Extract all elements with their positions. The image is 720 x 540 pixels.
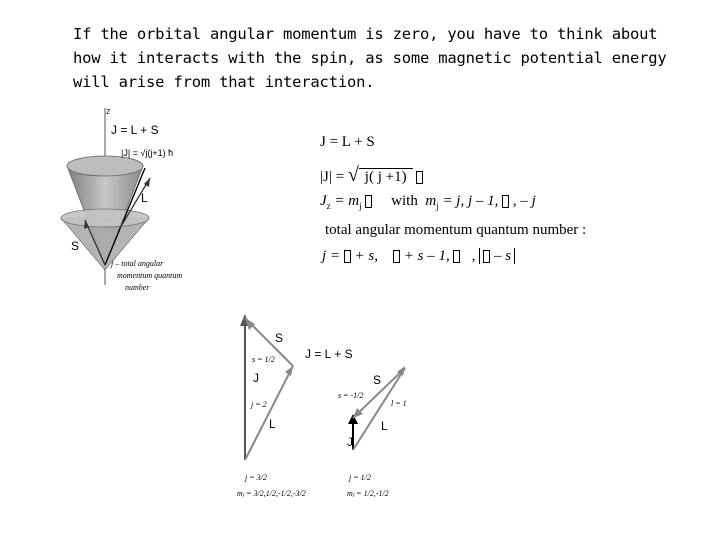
eq-z-component: $J_z = m_j$ with $m_j = j$, j – 1, , – j: [320, 193, 536, 211]
left-l-label: L: [269, 417, 276, 431]
right-l-label: L: [381, 419, 388, 433]
z-axis-label: z: [106, 106, 111, 116]
right-bottom-1: j = 1/2: [349, 473, 371, 482]
cone-l-label: L: [141, 191, 148, 205]
cone-s-label: S: [71, 239, 80, 253]
cone-magnitude: |J| = √j(j+1) ħ: [121, 148, 174, 158]
left-bottom-2: mⱼ = 3/2,1/2,-1/2,-3/2: [237, 489, 306, 498]
left-s-label: S: [275, 331, 284, 345]
right-bottom-2: mⱼ = 1/2,-1/2: [347, 489, 389, 498]
right-s-value: s = -1/2: [338, 391, 364, 400]
cone-eq: J = L + S: [111, 123, 159, 137]
lower-cone-top: [61, 209, 149, 227]
vector-diagrams: [225, 310, 425, 510]
total-momentum-label: total angular momentum quantum number :: [325, 222, 587, 238]
j-values: j = + s, + s – 1, , – s: [322, 248, 515, 265]
eq-magnitude: |J| = √ j( j +1): [320, 164, 423, 187]
upper-cone-top: [67, 156, 143, 176]
left-bottom-1: j = 3/2: [245, 473, 267, 482]
cone-caption-3: number: [125, 283, 150, 292]
cone-caption-1: j – total angular: [111, 259, 164, 268]
left-j-label: J: [253, 371, 259, 385]
eq-vector-sum: J = L + S: [320, 134, 375, 150]
left-l-arrowhead: [285, 366, 293, 376]
left-j-value: j = 2: [251, 400, 267, 409]
left-s-value: s = 1/2: [252, 355, 275, 364]
right-l-value: l = 1: [391, 399, 407, 408]
right-s-label: S: [373, 373, 382, 387]
cone-caption-2: momentum quantum: [117, 271, 183, 280]
cone-diagram: [55, 100, 215, 300]
right-j-label: J: [347, 435, 353, 449]
vector-eq: J = L + S: [305, 347, 353, 361]
intro-paragraph: If the orbital angular momentum is zero, you have to think about how it interacts with the spin, as some magnetic potential energy will arise from that interaction.: [73, 25, 667, 91]
